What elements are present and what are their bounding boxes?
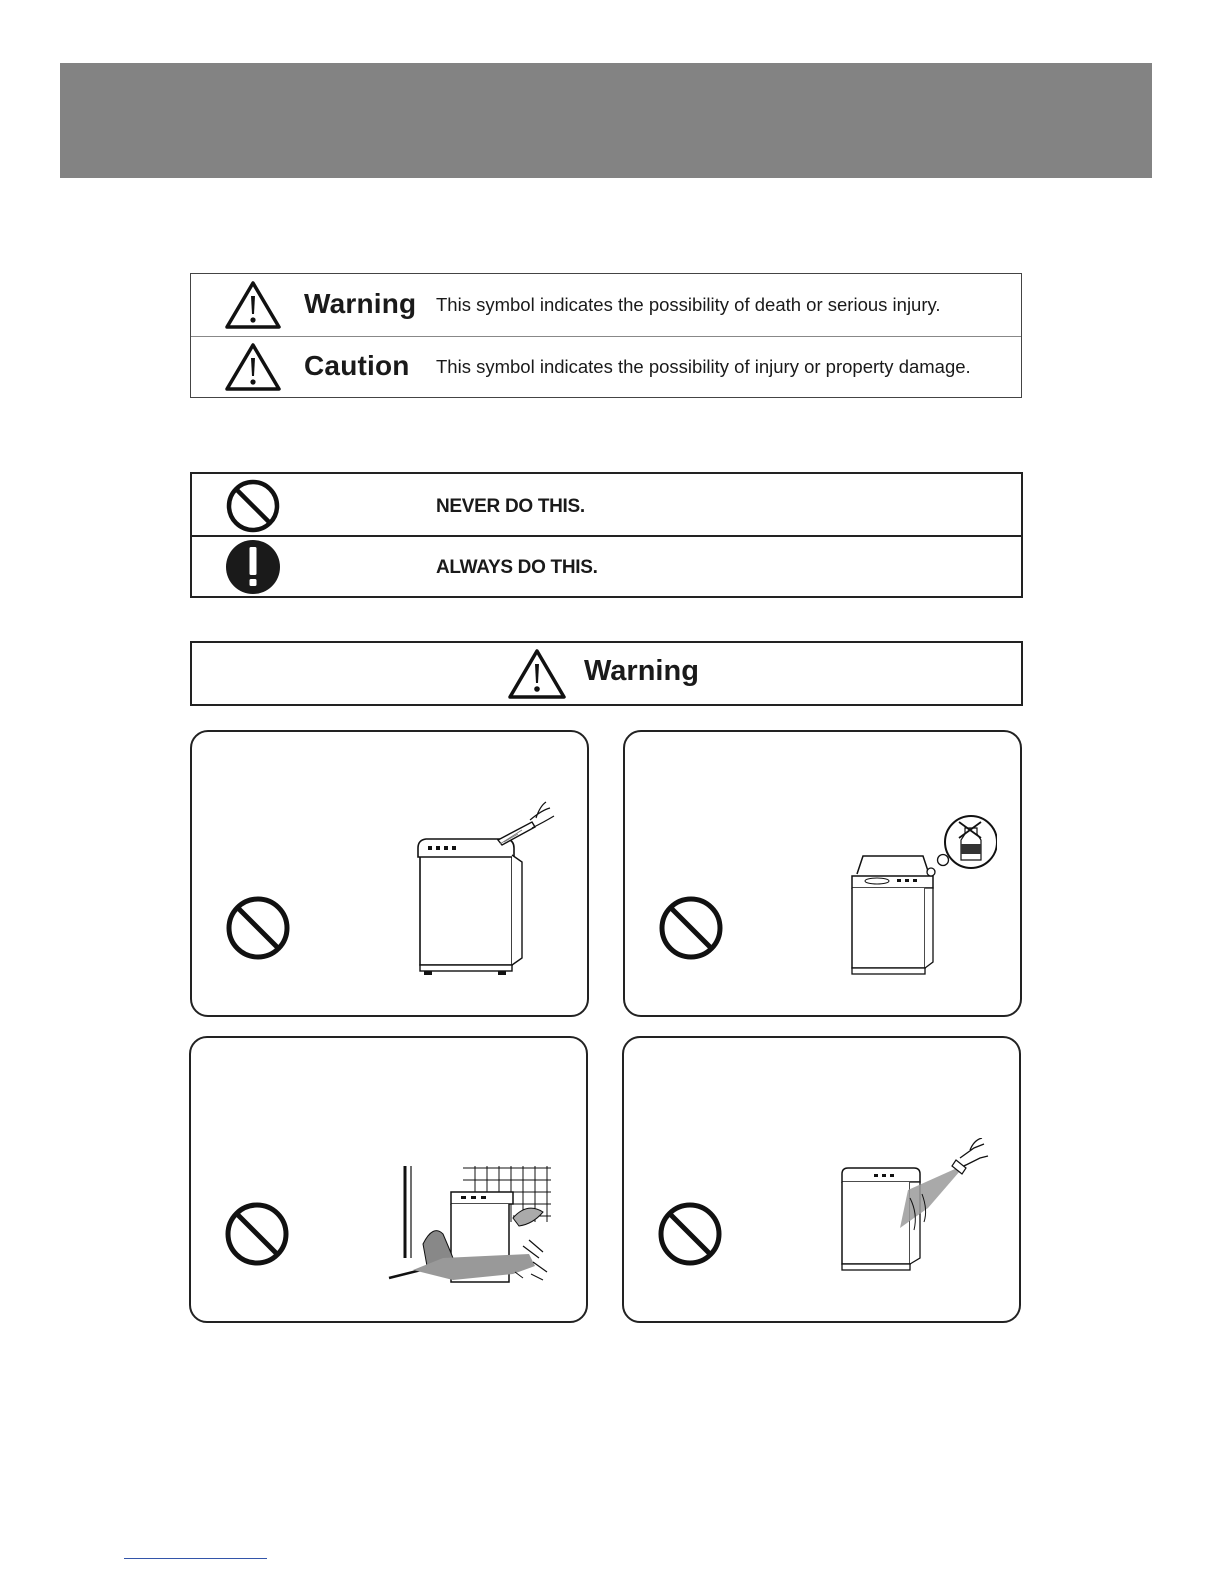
legend-description: This symbol indicates the possibility of injury or property damage. bbox=[436, 356, 971, 377]
rule-row-always bbox=[192, 535, 1021, 596]
prohibition-icon bbox=[225, 478, 281, 534]
legend-row-caution bbox=[191, 336, 1021, 398]
rule-row-never bbox=[192, 474, 1021, 537]
washer-thought-illustration bbox=[847, 814, 997, 984]
warning-card-3 bbox=[189, 1036, 588, 1323]
warning-banner-title: Warning bbox=[584, 655, 699, 687]
prohibition-icon bbox=[223, 1200, 291, 1268]
prohibition-icon bbox=[224, 894, 292, 962]
symbol-legend-table bbox=[190, 273, 1022, 398]
legend-description: This symbol indicates the possibility of death or serious injury. bbox=[436, 294, 941, 315]
legend-row-warning bbox=[191, 274, 1021, 337]
prohibition-icon bbox=[656, 1200, 724, 1268]
washer-spray-illustration bbox=[414, 800, 559, 980]
legend-term: Caution bbox=[304, 350, 410, 381]
warning-card-2 bbox=[623, 730, 1022, 1017]
rule-label-always: ALWAYS DO THIS. bbox=[436, 557, 598, 578]
legend-term: Warning bbox=[304, 288, 417, 319]
exclamation-circle-icon bbox=[225, 539, 281, 595]
warning-triangle-icon bbox=[508, 648, 566, 700]
rules-table bbox=[190, 472, 1023, 598]
washer-splash-illustration bbox=[838, 1138, 990, 1278]
warning-triangle-icon bbox=[225, 280, 281, 330]
footer-link-underline bbox=[124, 1558, 267, 1559]
header-band bbox=[60, 63, 1152, 178]
warning-card-4 bbox=[622, 1036, 1021, 1323]
rule-label-never: NEVER DO THIS. bbox=[436, 496, 585, 517]
warning-triangle-icon bbox=[225, 342, 281, 392]
prohibition-icon bbox=[657, 894, 725, 962]
warning-banner bbox=[190, 641, 1023, 706]
washer-bathroom-illustration bbox=[383, 1162, 555, 1288]
warning-card-1 bbox=[190, 730, 589, 1017]
